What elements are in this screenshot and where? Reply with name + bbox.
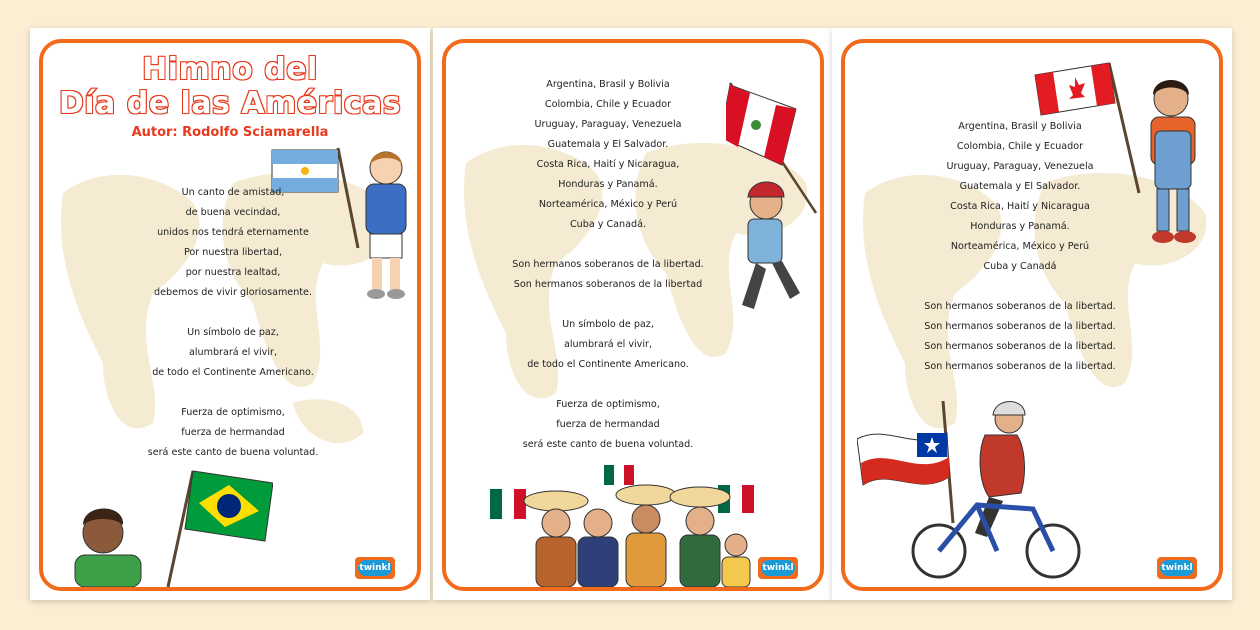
verse-line: Un símbolo de paz, — [562, 319, 654, 330]
verse-line: Honduras y Panamá. — [558, 179, 658, 190]
verse-line: Un símbolo de paz, — [187, 327, 279, 338]
verse-line: alumbrará el vivir, — [563, 339, 653, 350]
verse-line: de buena vecindad, — [185, 207, 281, 218]
page-border — [841, 39, 1223, 591]
verse-line: Por nuestra libertad, — [183, 247, 283, 258]
verse-line: Fuerza de optimismo, — [556, 399, 660, 410]
stanza — [488, 75, 728, 235]
verse-line: Son hermanos soberanos de la libertad — [513, 279, 703, 290]
stanza — [488, 395, 728, 455]
twinkl-logo — [1157, 557, 1197, 579]
verse-line: de todo el Continente Americano. — [527, 359, 689, 370]
verse-line: Colombia, Chile y Ecuador — [956, 141, 1084, 152]
verse-line: Cuba y Canadá — [983, 261, 1057, 272]
verse-line: Honduras y Panamá. — [970, 221, 1070, 232]
verse-line: Cuba y Canadá. — [569, 219, 647, 230]
verse-line: Uruguay, Paraguay, Venezuela — [946, 161, 1094, 172]
stanza — [83, 323, 383, 383]
verse-line: Norteamérica, México y Perú — [538, 199, 678, 210]
page-title — [43, 53, 417, 121]
verse-line: debemos de vivir gloriosamente. — [154, 287, 312, 298]
peru-flag-icon — [726, 85, 796, 165]
verse-line: Guatemala y El Salvador. — [959, 181, 1081, 192]
stanza — [488, 255, 728, 295]
worksheet-page-3 — [832, 28, 1232, 600]
boy-with-peru-flag-illustration — [726, 73, 820, 313]
twinkl-logo-text: twinkl — [358, 560, 392, 576]
title-line-2: Día de las Américas — [58, 86, 402, 121]
verse-line: alumbrará el vivir, — [188, 347, 278, 358]
stanza — [488, 315, 728, 375]
girl-on-bicycle-with-chile-flag-illustration — [857, 393, 1087, 583]
canada-flag-icon — [1035, 63, 1115, 115]
chile-flag-icon — [857, 433, 949, 485]
verse-line: Costa Rica, Haití y Nicaragua — [950, 201, 1090, 212]
stanza — [83, 183, 383, 303]
verse-line: será este canto de buena voluntad. — [522, 439, 694, 450]
verse-line: Son hermanos soberanos de la libertad. — [924, 361, 1116, 372]
page-border — [442, 39, 824, 591]
lyrics-block — [885, 117, 1155, 397]
stanza — [885, 297, 1155, 377]
title-line-1: Himno del — [142, 52, 318, 87]
author-line: Autor: Rodolfo Sciamarella — [131, 125, 329, 140]
stanza — [83, 403, 383, 463]
verse-line: Fuerza de optimismo, — [181, 407, 285, 418]
worksheet-page-1 — [30, 28, 430, 600]
verse-line: Son hermanos soberanos de la libertad. — [924, 321, 1116, 332]
verse-line: Costa Rica, Haití y Nicaragua, — [536, 159, 680, 170]
stanza — [885, 117, 1155, 277]
verse-line: fuerza de hermandad — [181, 427, 285, 438]
lyrics-block — [488, 75, 728, 475]
verse-line: Un canto de amistad, — [181, 187, 285, 198]
page-border — [39, 39, 421, 591]
lyrics-block — [83, 183, 383, 483]
twinkl-logo-text: twinkl — [1160, 560, 1194, 576]
twinkl-logo-text: twinkl — [761, 560, 795, 576]
verse-line: será este canto de buena voluntad. — [147, 447, 319, 458]
verse-line: Guatemala y El Salvador. — [547, 139, 669, 150]
verse-line: unidos nos tendrá eternamente — [157, 227, 309, 238]
verse-line: Son hermanos soberanos de la libertad. — [512, 259, 704, 270]
worksheet-page-2 — [433, 28, 833, 600]
verse-line: Argentina, Brasil y Bolivia — [958, 121, 1082, 132]
verse-line: Son hermanos soberanos de la libertad. — [924, 301, 1116, 312]
verse-line: Argentina, Brasil y Bolivia — [546, 79, 670, 90]
verse-line: de todo el Continente Americano. — [152, 367, 314, 378]
verse-line: Colombia, Chile y Ecuador — [544, 99, 672, 110]
verse-line: Norteamérica, México y Perú — [950, 241, 1090, 252]
verse-line: por nuestra lealtad, — [185, 267, 281, 278]
verse-line: Son hermanos soberanos de la libertad. — [924, 341, 1116, 352]
verse-line: Uruguay, Paraguay, Venezuela — [534, 119, 682, 130]
twinkl-logo — [758, 557, 798, 579]
twinkl-logo — [355, 557, 395, 579]
verse-line: fuerza de hermandad — [556, 419, 660, 430]
